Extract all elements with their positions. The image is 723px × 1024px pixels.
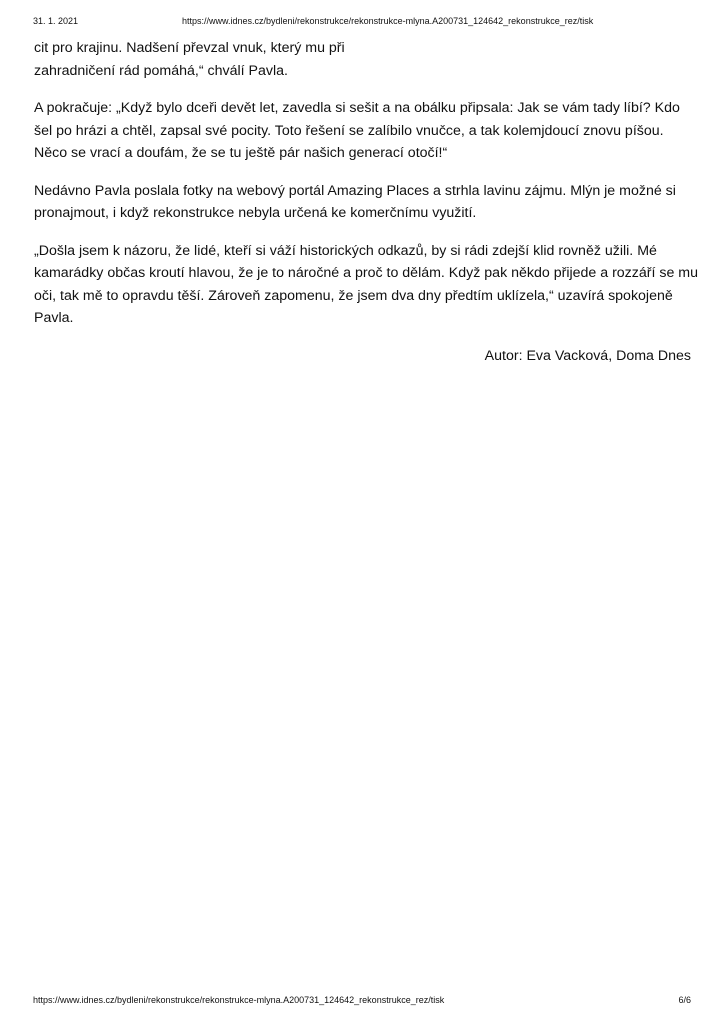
print-url-footer: https://www.idnes.cz/bydleni/rekonstrukce/rekonstrukce-mlyna.A200731_124642_rekonstrukce_rez/tisk bbox=[33, 995, 445, 1005]
article-body bbox=[34, 37, 699, 367]
article-paragraph-2: A pokračuje: „Když bylo dceři devět let, zavedla si sešit a na obálku připsala: Jak se vám tady líbí? Kdo šel po hrázi a chtěl, zapsal své pocity. Toto řešení se zalíbilo vnučce, a tak kolemjdoucí znovu píšou. Něco se vrací a doufám, že se tu ještě pár našich generací otočí!“ bbox=[34, 100, 680, 161]
article-author: Autor: Eva Vacková, Doma Dnes bbox=[484, 347, 691, 364]
print-url-header: https://www.idnes.cz/bydleni/rekonstrukce/rekonstrukce-mlyna.A200731_124642_rekonstrukce_rez/tisk bbox=[182, 16, 594, 26]
article-paragraph-4: „Došla jsem k názoru, že lidé, kteří si váží historických odkazů, by si rádi zdejší klid rovněž užili. Mé kamarádky občas kroutí hlavou, že je to náročné a proč to dělám. Když pak někdo přijede a rozzáří se mu oči, tak mě to opravdu těší. Zároveň zapomenu, že jsem dva dny předtím uklízela,“ uzavírá spokojeně Pavla. bbox=[34, 242, 699, 326]
print-date: 31. 1. 2021 bbox=[33, 16, 79, 26]
print-header bbox=[0, 16, 723, 30]
article-paragraph-1: cit pro krajinu. Nadšení převzal vnuk, který mu při zahradničení rád pomáhá,“ chválí Pavla. bbox=[34, 40, 345, 79]
page-number: 6/6 bbox=[678, 995, 691, 1005]
article-paragraph-3: Nedávno Pavla poslala fotky na webový portál Amazing Places a strhla lavinu zájmu. Mlýn je možné si pronajmout, i když rekonstrukce nebyla určená ke komerčnímu využití. bbox=[34, 182, 676, 221]
print-footer bbox=[0, 995, 723, 1009]
